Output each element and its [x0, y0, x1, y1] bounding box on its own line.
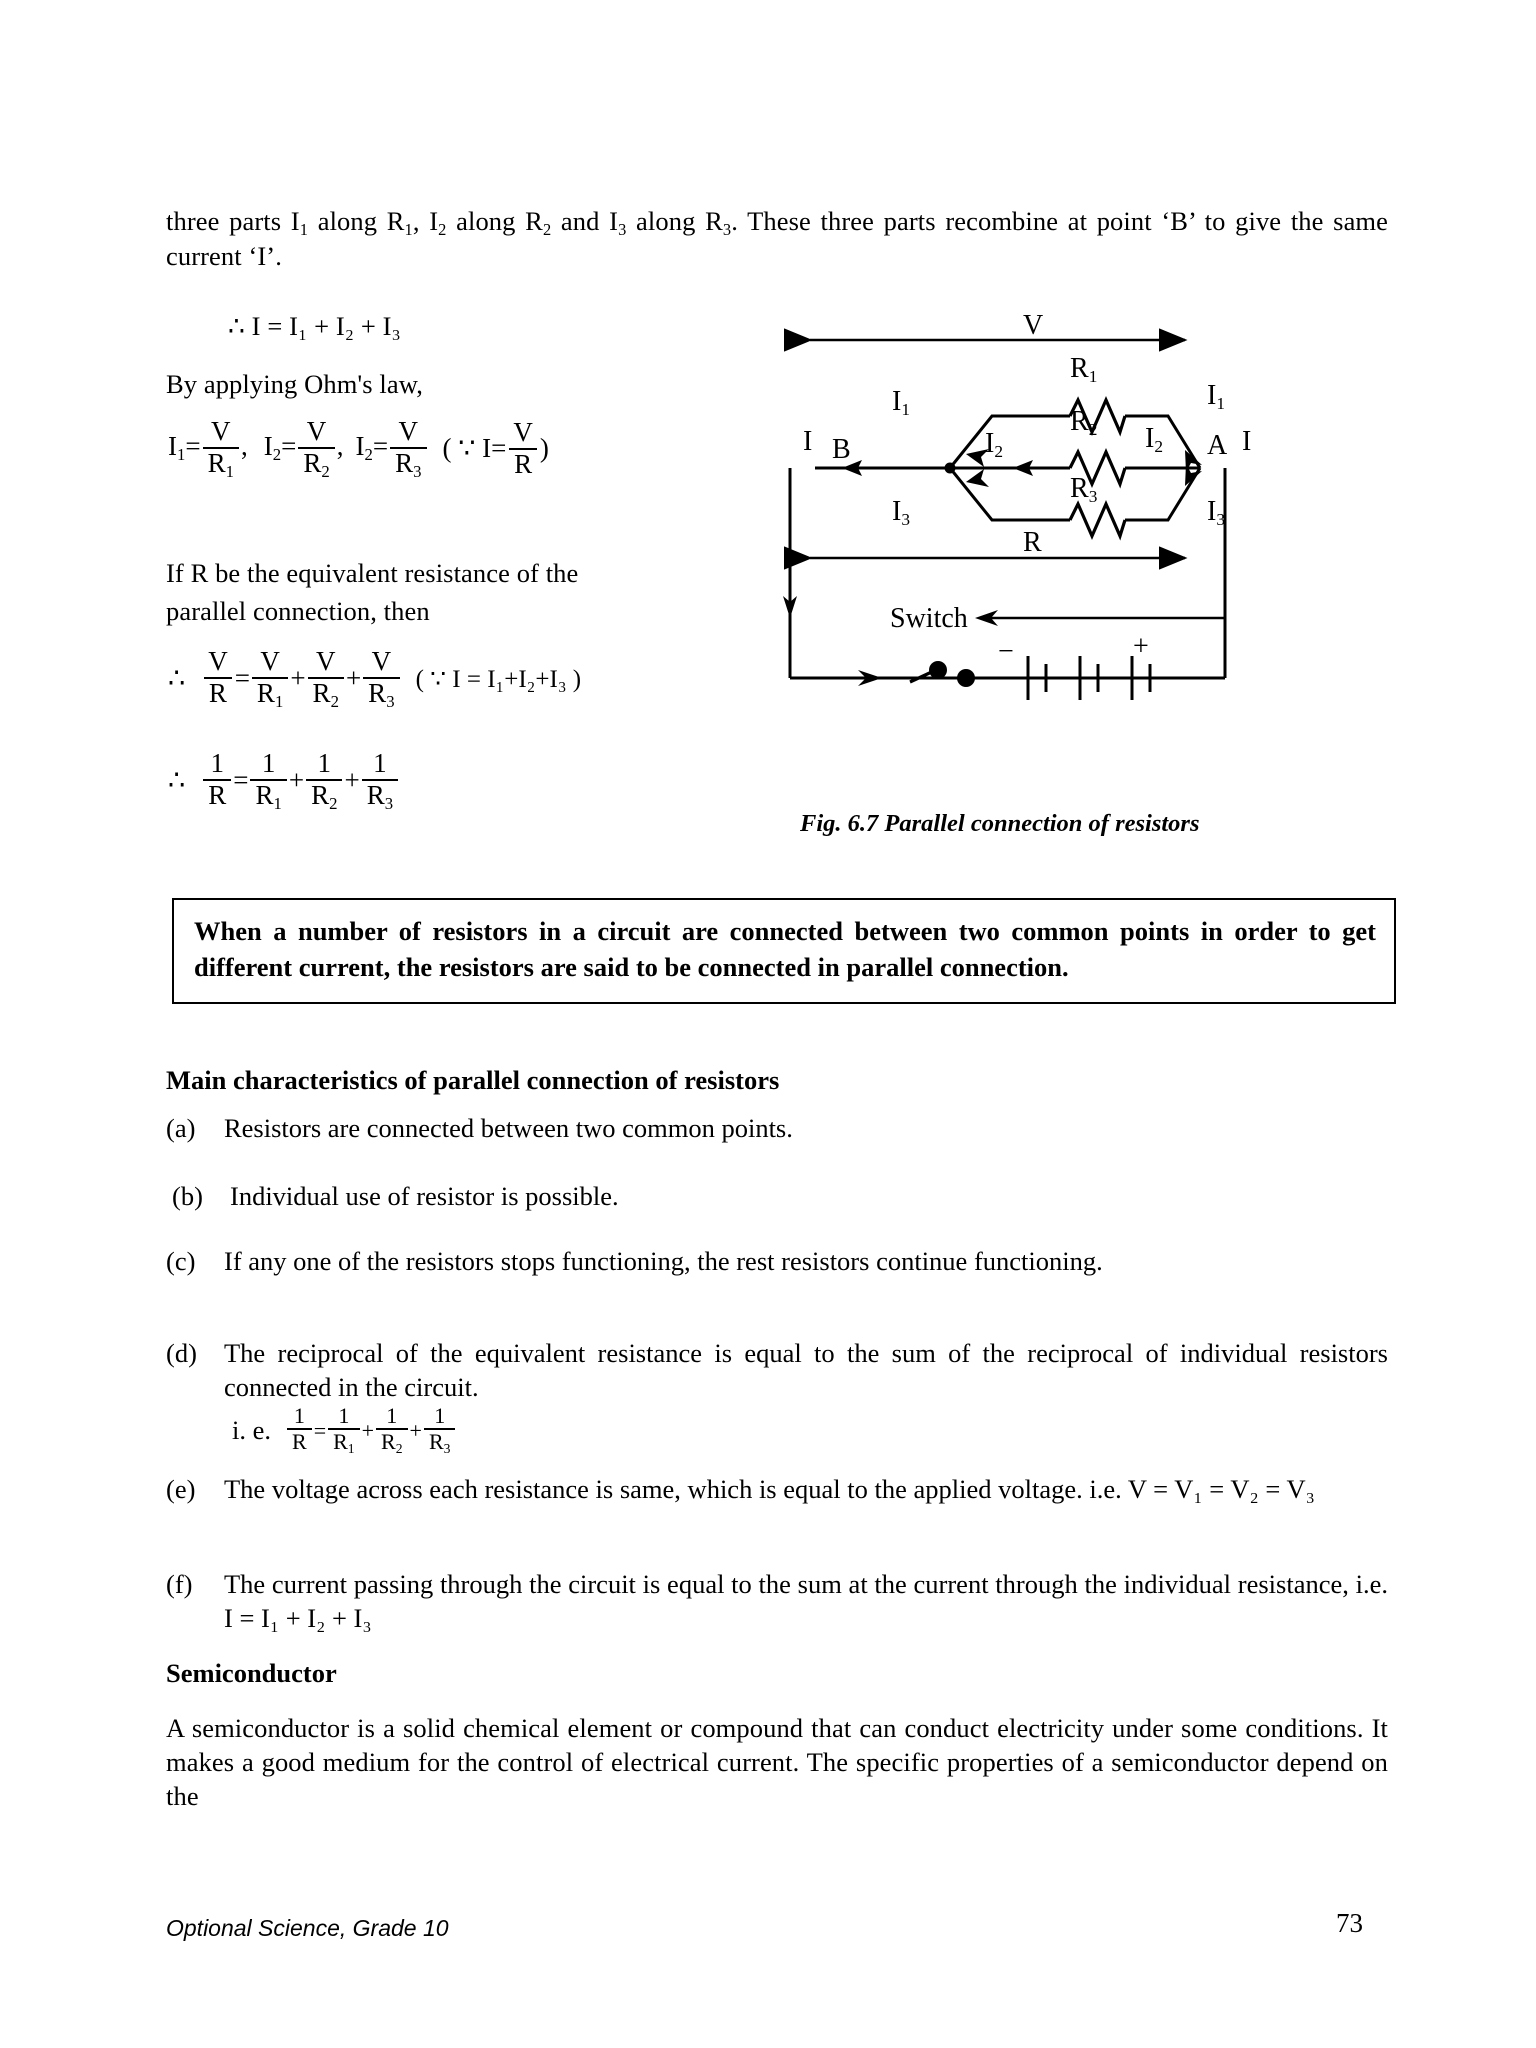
sum-current-text: ∴ I = I₁ + I₂ + I₃ [228, 311, 401, 341]
item-d-term-1: $\frac{1}{R_1}$ [328, 1405, 360, 1456]
ohm-term-1-lhs: $I_1=$ [168, 431, 201, 465]
equivalent-resistance-text-2 [166, 595, 766, 629]
one-over-r-plus-1: + [288, 765, 305, 796]
intro-text: three parts $I_1$ along $R_1$, $I_2$ along $R_2$ and $I_3$ along $R_3$. These three parts recombine at point ‘B’ to give the same current ‘I’. [166, 206, 1389, 271]
ohm-because-fraction: $\frac{V}{R}$ [508, 419, 538, 478]
sum-current-equation [228, 310, 648, 344]
definition-box [172, 898, 1396, 1004]
footer-book-title [166, 1915, 449, 1942]
ohms-law-text: By applying Ohm's law, [166, 369, 423, 399]
one-over-r-term-1: $\frac{1}{R_1}$ [250, 750, 286, 812]
label-i3-left: $I_3$ [892, 496, 911, 530]
v-over-r-therefore: ∴ [168, 663, 186, 694]
label-resistance: R [1023, 527, 1042, 558]
label-i1-left: $I_1$ [892, 386, 911, 420]
item-d-formula-prefix: i. e. [232, 1415, 271, 1446]
circuit-figure [770, 310, 1350, 798]
label-i2-right: $I_2$ [1145, 423, 1164, 457]
footer-book-title-text: Optional Science, Grade 10 [166, 1915, 449, 1941]
v-over-r-because: ( ∵ I = I₁+I₂+I₃ ) [415, 665, 582, 693]
semiconductor-body-text: A semiconductor is a solid chemical element or compound that can conduct electricity under some conditions. It makes a good medium for the control of electrical current. The specific properties of a semiconductor depend on the [166, 1713, 1388, 1811]
ohm-term-1-fraction: $\frac{V}{R_1}$ [203, 418, 239, 480]
semiconductor-heading-text: Semiconductor [166, 1658, 337, 1688]
label-current-main-left: I [803, 426, 813, 457]
one-over-r-equation-row [168, 750, 400, 812]
item-d-formula [232, 1405, 457, 1456]
label-battery-plus: + [1133, 631, 1149, 662]
label-resistor-1: $R_1$ [1070, 353, 1098, 387]
equivalent-resistance-text-1 [166, 557, 766, 591]
item-d-plus-2: + [409, 1417, 422, 1443]
label-voltage: V [1023, 310, 1044, 341]
semiconductor-paragraph [166, 1712, 1388, 1814]
one-over-r-plus-2: + [344, 765, 360, 796]
label-resistor-3: $R_3$ [1070, 473, 1098, 507]
figure-caption [800, 810, 1360, 838]
ohm-term-1-sep: , [241, 431, 248, 461]
v-over-r-term-0: $\frac{V}{R}$ [203, 648, 233, 710]
v-over-r-equals: = [234, 663, 250, 694]
item-d-term-0: $\frac{1}{R}$ [287, 1405, 312, 1456]
ohms-law-equation-row [168, 418, 549, 480]
one-over-r-term-2: $\frac{1}{R_2}$ [306, 750, 342, 812]
v-over-r-plus-1: + [290, 663, 306, 694]
list-item-e-text: The voltage across each resistance is same, which is equal to the applied voltage. i.e. V = V₁ = V₂ = V₃ [224, 1474, 1315, 1504]
ohm-term-2-lhs: $I_2=$ [263, 431, 297, 465]
list-item-f-marker: (f) [166, 1569, 193, 1599]
one-over-r-term-3: $\frac{1}{R_3}$ [362, 750, 398, 812]
ohm-term-3-fraction: $\frac{V}{R_3}$ [390, 418, 426, 480]
item-d-term-3: $\frac{1}{R_3}$ [424, 1405, 456, 1456]
list-item-a [166, 1112, 1388, 1146]
characteristics-heading-text: Main characteristics of parallel connection of resistors [166, 1065, 780, 1095]
list-item-d-text: The reciprocal of the equivalent resistance is equal to the sum of the reciprocal of individual resistors connected in the circuit. [224, 1338, 1388, 1402]
equiv-line-1: If R be the equivalent resistance of the [166, 558, 579, 588]
node-b-dot [945, 463, 956, 474]
page-number-text: 73 [1336, 1908, 1363, 1938]
item-d-term-2: $\frac{1}{R_2}$ [376, 1405, 408, 1456]
v-over-r-plus-2: + [345, 663, 362, 694]
item-d-plus-1: + [361, 1417, 375, 1443]
definition-text: When a number of resistors in a circuit are connected between two common points in order to get different current, the resistors are said to be connected in parallel connection. [194, 916, 1376, 982]
label-current-main-right: I [1242, 426, 1252, 457]
ohm-term-2 [264, 418, 344, 480]
list-item-a-text: Resistors are connected between two common points. [224, 1113, 793, 1143]
ohms-law-label [166, 368, 586, 402]
label-i1-right: $I_1$ [1207, 380, 1226, 414]
list-item-d-marker: (d) [166, 1338, 197, 1368]
equiv-line-2: parallel connection, then [166, 596, 430, 626]
ohm-term-3-lhs: $I_2=$ [355, 431, 389, 465]
ohm-term-3 [356, 418, 429, 480]
label-i3-right: $I_3$ [1207, 496, 1226, 530]
list-item-c-marker: (c) [166, 1246, 196, 1276]
label-switch: Switch [890, 603, 968, 634]
list-item-b-text: Individual use of resistor is possible. [230, 1181, 619, 1211]
list-item-c-text: If any one of the resistors stops functioning, the rest resistors continue functioning. [224, 1246, 1103, 1276]
characteristics-heading [166, 1065, 1388, 1096]
list-item-a-marker: (a) [166, 1113, 196, 1143]
switch-symbol [910, 661, 975, 687]
list-item-d [166, 1337, 1388, 1405]
parallel-circuit-svg [770, 318, 1350, 798]
page-number [1336, 1908, 1363, 1939]
figure-caption-text: Fig. 6.7 Parallel connection of resistors [800, 810, 1200, 837]
list-item-e [166, 1473, 1388, 1507]
list-item-b [172, 1180, 1388, 1214]
item-d-equals: = [313, 1417, 327, 1443]
list-item-f [166, 1568, 1388, 1636]
ohm-term-2-fraction: $\frac{V}{R_2}$ [298, 418, 334, 480]
label-i2-left: $I_2$ [985, 428, 1004, 462]
ohm-term-1 [168, 418, 248, 480]
label-battery-minus: − [998, 636, 1014, 667]
v-over-r-term-2: $\frac{V}{R_2}$ [308, 648, 344, 710]
list-item-c [166, 1245, 1388, 1279]
label-node-b: B [832, 434, 851, 465]
label-resistor-2: $R_2$ [1070, 406, 1098, 440]
v-over-r-term-1: $\frac{V}{R_1}$ [252, 648, 288, 710]
list-item-f-text: The current passing through the circuit is equal to the sum at the current through the individual resistance, i.e. I = I₁ + I₂ + I₃ [224, 1569, 1388, 1633]
ohm-because-group [443, 419, 549, 478]
label-node-a: A [1207, 430, 1228, 461]
v-over-r-equation-row [168, 648, 581, 710]
ohm-because-close: ) [539, 433, 549, 464]
list-item-e-marker: (e) [166, 1474, 196, 1504]
one-over-r-therefore: ∴ [168, 765, 186, 796]
semiconductor-heading [166, 1658, 1388, 1689]
v-over-r-term-3: $\frac{V}{R_3}$ [363, 648, 399, 710]
intro-paragraph [166, 205, 1388, 274]
one-over-r-equals: = [233, 765, 249, 796]
ohm-term-2-sep: , [336, 431, 344, 461]
ohm-because-open: ( ∵ I= [442, 433, 507, 464]
list-item-b-marker: (b) [172, 1181, 203, 1211]
one-over-r-term-0: $\frac{1}{R}$ [203, 750, 231, 812]
